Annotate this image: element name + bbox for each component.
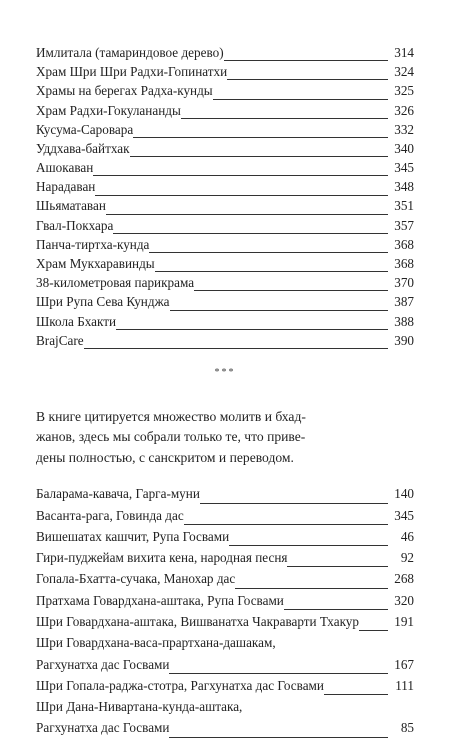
toc-entry[interactable] <box>36 197 414 216</box>
table-of-contents <box>36 43 414 350</box>
toc-entry-page: 368 <box>394 236 414 252</box>
dotted-leader <box>284 608 388 610</box>
prayer-page: 140 <box>394 486 414 502</box>
dotted-leader <box>229 544 388 546</box>
toc-entry-title: BrajCare <box>36 332 84 348</box>
toc-entry-page: 388 <box>394 313 414 329</box>
prayer-entry[interactable] <box>36 675 414 696</box>
dotted-leader <box>116 328 388 330</box>
prayer-entry-second-line[interactable] <box>36 654 414 675</box>
prayer-entry[interactable] <box>36 483 414 504</box>
dotted-leader <box>224 59 388 61</box>
toc-entry-page: 351 <box>394 198 414 214</box>
prayer-entry[interactable] <box>36 547 414 568</box>
toc-entry-title: Ашокаван <box>36 160 94 176</box>
prayer-author: Рагхунатха дас Госвами <box>36 720 170 736</box>
intro-line: В книге цитируется множество молитв и бхад- <box>36 409 306 424</box>
toc-entry[interactable] <box>36 273 414 292</box>
toc-entry-page: 368 <box>394 256 414 272</box>
page-content <box>36 43 414 739</box>
prayer-title: Шри Гопала-раджа-стотра, Рагхунатха дас Госвами <box>36 677 324 693</box>
toc-entry-page: 387 <box>394 294 414 310</box>
section-separator: *** <box>214 367 236 378</box>
prayer-entry[interactable] <box>36 505 414 526</box>
prayer-title: Пратхама Говардхана-аштака, Рупа Госвами <box>36 592 284 608</box>
toc-entry[interactable] <box>36 139 414 158</box>
dotted-leader <box>113 232 388 234</box>
dotted-leader <box>169 672 388 674</box>
prayer-entry[interactable] <box>36 611 414 632</box>
prayer-entry[interactable] <box>36 568 414 589</box>
toc-entry-page: 390 <box>394 332 414 348</box>
dotted-leader <box>200 502 388 504</box>
prayer-entry-second-line[interactable] <box>36 717 414 738</box>
toc-entry-title: Гвал-Покхара <box>36 217 114 233</box>
prayer-page: 111 <box>395 677 414 693</box>
toc-entry[interactable] <box>36 292 414 311</box>
toc-entry[interactable] <box>36 81 414 100</box>
toc-entry[interactable] <box>36 43 414 62</box>
prayer-entry-first-line[interactable] <box>36 632 414 653</box>
toc-entry-page: 325 <box>394 83 414 99</box>
toc-entry[interactable] <box>36 120 414 139</box>
dotted-leader <box>213 98 388 100</box>
toc-entry-page: 348 <box>394 179 414 195</box>
prayer-page: 85 <box>400 720 414 736</box>
dotted-leader <box>170 309 388 311</box>
toc-entry-title: Панча-тиртха-кунда <box>36 236 150 252</box>
toc-entry-page: 324 <box>394 64 414 80</box>
toc-entry-title: Шри Рупа Сева Кунджа <box>36 294 170 310</box>
toc-entry-title: Уддхава-байтхак <box>36 140 130 156</box>
dotted-leader <box>130 155 388 157</box>
toc-entry-title: Храм Шри Шри Радхи-Гопинатхи <box>36 64 228 80</box>
toc-entry-title: Храм Радхи-Гокулананды <box>36 102 181 118</box>
dotted-leader <box>235 587 388 589</box>
prayer-title: Баларама-кавача, Гарга-муни <box>36 486 200 502</box>
dotted-leader <box>133 136 388 138</box>
dotted-leader <box>169 736 388 738</box>
toc-entry-page: 345 <box>394 160 414 176</box>
prayer-title: Васанта-рага, Говинда дас <box>36 507 184 523</box>
dotted-leader <box>227 78 388 80</box>
dotted-leader <box>93 174 388 176</box>
dotted-leader <box>194 289 388 291</box>
toc-entry-page: 340 <box>394 140 414 156</box>
prayer-page: 345 <box>394 507 414 523</box>
toc-entry-page: 332 <box>394 121 414 137</box>
prayer-entry[interactable] <box>36 526 414 547</box>
prayer-page: 46 <box>400 528 414 544</box>
toc-entry-page: 357 <box>394 217 414 233</box>
toc-entry-title: Кусума-Саровара <box>36 121 134 137</box>
dotted-leader <box>106 213 388 215</box>
prayer-page: 268 <box>394 571 414 587</box>
dotted-leader <box>149 251 388 253</box>
prayer-title: Гопала-Бхатта-сучака, Манохар дас <box>36 571 236 587</box>
toc-entry[interactable] <box>36 158 414 177</box>
prayer-page: 191 <box>394 614 414 629</box>
dotted-leader <box>95 194 388 196</box>
prayer-page: 167 <box>394 656 414 672</box>
prayer-title: Вишешатах кашчит, Рупа Госвами <box>36 528 230 544</box>
prayer-title: Шри Говардхана-васа-прартхана-дашакам, <box>36 635 276 651</box>
toc-entry[interactable] <box>36 101 414 120</box>
toc-entry-page: 326 <box>394 102 414 118</box>
prayers-index <box>36 483 414 739</box>
prayer-title: Шри Дана-Нивартана-кунда-аштака, <box>36 699 243 715</box>
toc-entry-title: Храм Мукхаравинды <box>36 256 155 272</box>
toc-entry[interactable] <box>36 235 414 254</box>
dotted-leader <box>181 117 388 119</box>
prayer-entry[interactable] <box>36 590 414 611</box>
prayer-title: Гири-пуджейам вихита кена, народная песня <box>36 550 288 566</box>
prayer-page: 92 <box>400 550 414 566</box>
toc-entry-page: 370 <box>394 275 414 291</box>
prayer-page: 320 <box>394 592 414 608</box>
toc-entry-page: 314 <box>394 44 414 60</box>
dotted-leader <box>184 523 388 525</box>
prayer-title: Шри Говардхана-аштака, Вишванатха Чакраварти Тхакур <box>36 614 359 629</box>
toc-entry-title: Шьяматаван <box>36 198 106 214</box>
toc-entry[interactable] <box>36 331 414 350</box>
dotted-leader <box>359 629 388 631</box>
intro-paragraph <box>36 407 366 468</box>
toc-entry-title: Школа Бхакти <box>36 313 117 329</box>
toc-entry[interactable] <box>36 177 414 196</box>
dotted-leader <box>324 693 388 695</box>
toc-entry[interactable] <box>36 216 414 235</box>
toc-entry-title: Храмы на берегах Радха-кунды <box>36 83 213 99</box>
toc-entry-title: 38-километровая парикрама <box>36 275 195 291</box>
dotted-leader <box>155 270 388 272</box>
prayer-author: Рагхунатха дас Госвами <box>36 656 170 672</box>
toc-entry[interactable] <box>36 62 414 81</box>
intro-line: дены полностью, с санскритом и переводом. <box>36 449 294 465</box>
prayer-entry-first-line[interactable] <box>36 696 414 717</box>
intro-line: жанов, здесь мы собрали только те, что приве- <box>36 429 306 445</box>
toc-entry[interactable] <box>36 312 414 331</box>
toc-entry-title: Нарадаван <box>36 179 96 195</box>
toc-entry[interactable] <box>36 254 414 273</box>
dotted-leader <box>84 347 388 349</box>
toc-entry-title: Имлитала (тамариндовое дерево) <box>36 44 224 60</box>
dotted-leader <box>287 565 388 567</box>
